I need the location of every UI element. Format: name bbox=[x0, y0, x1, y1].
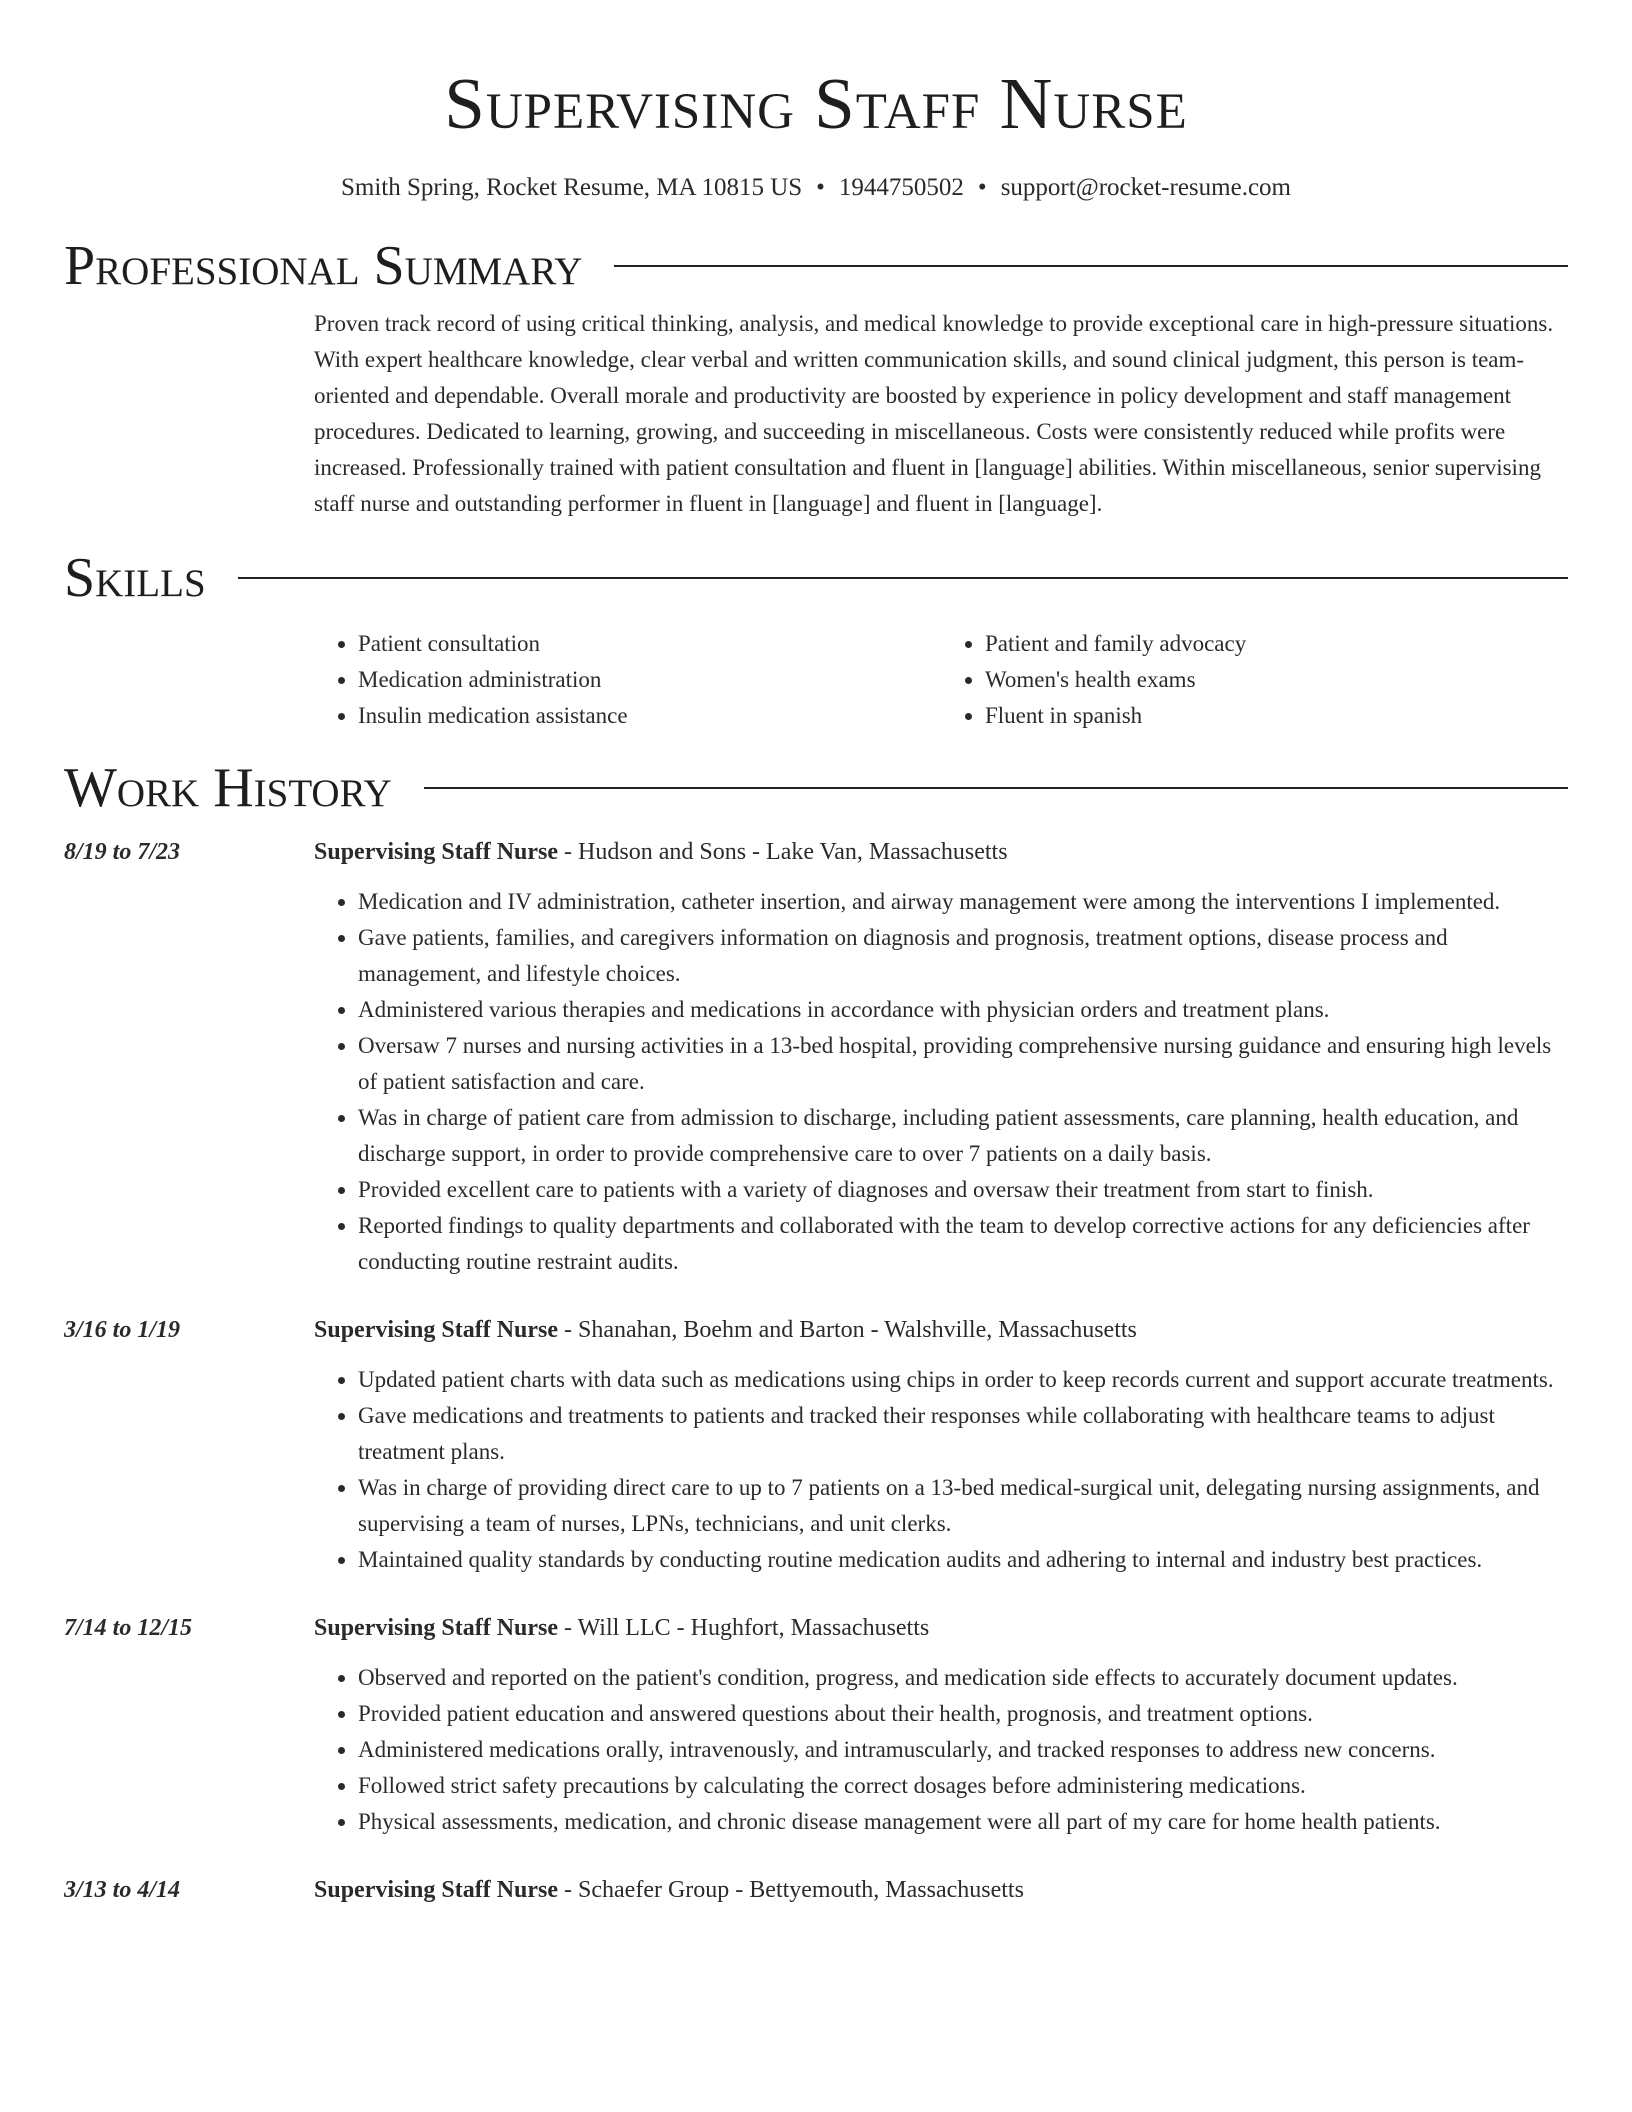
skill-item: • Medication administration bbox=[358, 662, 941, 698]
summary-text: Proven track record of using critical thinking, analysis, and medical knowledge to provide exceptional care in high-pressure situations. With expert healthcare knowledge, clear verbal and written communication skills, and sound clinical judgment, this person is team-oriented and dependable. Overall morale and productivity are boosted by experience in policy development and staff management procedures. Dedicated to learning, growing, and succeeding in miscellaneous. Costs were consistently reduced while profits were increased. Professionally trained with patient consultation and fluent in [language] abilities. Within miscellaneous, senior supervising staff nurse and outstanding performer in fluent in [language] and fluent in [language]. bbox=[314, 311, 1554, 516]
job-dates: 3/16 to 1/19 bbox=[64, 1317, 181, 1343]
job-entry bbox=[64, 834, 1568, 1280]
skill-item: • Women's health exams bbox=[985, 662, 1568, 698]
resume-name: Supervising Staff Nurse bbox=[444, 63, 1188, 144]
job-heading bbox=[314, 1312, 1568, 1348]
skills-list bbox=[314, 626, 1568, 734]
skill-item: • Insulin medication assistance bbox=[358, 698, 941, 734]
work-section-title: Work History bbox=[64, 757, 392, 819]
contact-phone: 1944750502 bbox=[838, 174, 964, 201]
skills-section-header bbox=[64, 546, 1568, 610]
job-title: Supervising Staff Nurse bbox=[314, 1317, 559, 1343]
job-entry bbox=[64, 1610, 1568, 1840]
job-bullet: • Updated patient charts with data such as medications using chips in order to keep records current and support accurate treatments. bbox=[358, 1362, 1568, 1398]
job-entry bbox=[64, 1872, 1568, 1908]
summary-section-title: Professional Summary bbox=[64, 235, 583, 297]
job-bullet: • Gave medications and treatments to patients and tracked their responses while collaborating with healthcare teams to adjust treatment plans. bbox=[358, 1398, 1568, 1470]
job-dates: 7/14 to 12/15 bbox=[64, 1615, 193, 1641]
section-divider bbox=[238, 577, 1568, 579]
job-bullet: • Administered medications orally, intravenously, and intramuscularly, and tracked responses to address new concerns. bbox=[358, 1732, 1568, 1768]
job-dates: 8/19 to 7/23 bbox=[64, 839, 181, 865]
job-bullet: • Followed strict safety precautions by calculating the correct dosages before administering medications. bbox=[358, 1768, 1568, 1804]
job-dates: 3/13 to 4/14 bbox=[64, 1877, 181, 1903]
job-bullet: • Medication and IV administration, catheter insertion, and airway management were among the interventions I implemented. bbox=[358, 884, 1568, 920]
job-title: Supervising Staff Nurse bbox=[314, 839, 559, 865]
job-bullet-list bbox=[314, 1362, 1568, 1578]
summary-section-header bbox=[64, 234, 1568, 298]
job-entry bbox=[64, 1312, 1568, 1578]
job-bullet: • Physical assessments, medication, and chronic disease management were all part of my care for home health patients. bbox=[358, 1804, 1568, 1840]
job-bullet: • Maintained quality standards by conducting routine medication audits and adhering to internal and industry best practices. bbox=[358, 1542, 1568, 1578]
job-bullet: • Was in charge of patient care from admission to discharge, including patient assessments, care planning, health education, and discharge support, in order to provide comprehensive care to over 7 patients on a daily basis. bbox=[358, 1100, 1568, 1172]
job-bullet-list bbox=[314, 884, 1568, 1280]
contact-address: Smith Spring, Rocket Resume, MA 10815 US bbox=[341, 174, 803, 201]
skills-section-title: Skills bbox=[64, 547, 206, 609]
job-bullet: • Was in charge of providing direct care to up to 7 patients on a 13-bed medical-surgical unit, delegating nursing assignments, and supervising a team of nurses, LPNs, technicians, and unit clerks. bbox=[358, 1470, 1568, 1542]
job-heading bbox=[314, 834, 1568, 870]
job-bullet: • Provided excellent care to patients with a variety of diagnoses and oversaw their treatment from start to finish. bbox=[358, 1172, 1568, 1208]
job-employer: - Schaefer Group - Bettyemouth, Massachusetts bbox=[558, 1877, 1024, 1903]
job-title: Supervising Staff Nurse bbox=[314, 1877, 559, 1903]
job-bullet: • Administered various therapies and medications in accordance with physician orders and treatment plans. bbox=[358, 992, 1568, 1028]
job-employer: - Will LLC - Hughfort, Massachusetts bbox=[558, 1615, 930, 1641]
job-bullet: • Reported findings to quality departments and collaborated with the team to develop corrective actions for any deficiencies after conducting routine restraint audits. bbox=[358, 1208, 1568, 1280]
job-employer: - Hudson and Sons - Lake Van, Massachusetts bbox=[558, 839, 1008, 865]
job-bullet-list bbox=[314, 1660, 1568, 1840]
contact-line bbox=[64, 172, 1568, 204]
job-employer: - Shanahan, Boehm and Barton - Walshville, Massachusetts bbox=[558, 1317, 1137, 1343]
section-divider bbox=[614, 265, 1568, 267]
job-bullet: • Gave patients, families, and caregivers information on diagnosis and prognosis, treatment options, disease process and management, and lifestyle choices. bbox=[358, 920, 1568, 992]
skill-item: • Patient and family advocacy bbox=[985, 626, 1568, 662]
skill-item: • Fluent in spanish bbox=[985, 698, 1568, 734]
job-title: Supervising Staff Nurse bbox=[314, 1615, 559, 1641]
contact-email: support@rocket-resume.com bbox=[1000, 174, 1291, 201]
job-bullet: • Provided patient education and answered questions about their health, prognosis, and treatment options. bbox=[358, 1696, 1568, 1732]
job-bullet: • Observed and reported on the patient's condition, progress, and medication side effects to accurately document updates. bbox=[358, 1660, 1568, 1696]
job-heading bbox=[314, 1610, 1568, 1646]
work-section-header bbox=[64, 756, 1568, 820]
resume-page bbox=[64, 0, 1568, 1908]
skills-column-left bbox=[314, 626, 941, 734]
contact-separator: • bbox=[977, 174, 987, 201]
section-divider bbox=[424, 787, 1568, 789]
skills-column-right bbox=[941, 626, 1568, 734]
job-heading bbox=[314, 1872, 1568, 1908]
contact-separator: • bbox=[816, 174, 825, 201]
job-bullet: • Oversaw 7 nurses and nursing activities in a 13-bed hospital, providing comprehensive nursing guidance and ensuring high levels of patient satisfaction and care. bbox=[358, 1028, 1568, 1100]
skill-item: • Patient consultation bbox=[358, 626, 941, 662]
